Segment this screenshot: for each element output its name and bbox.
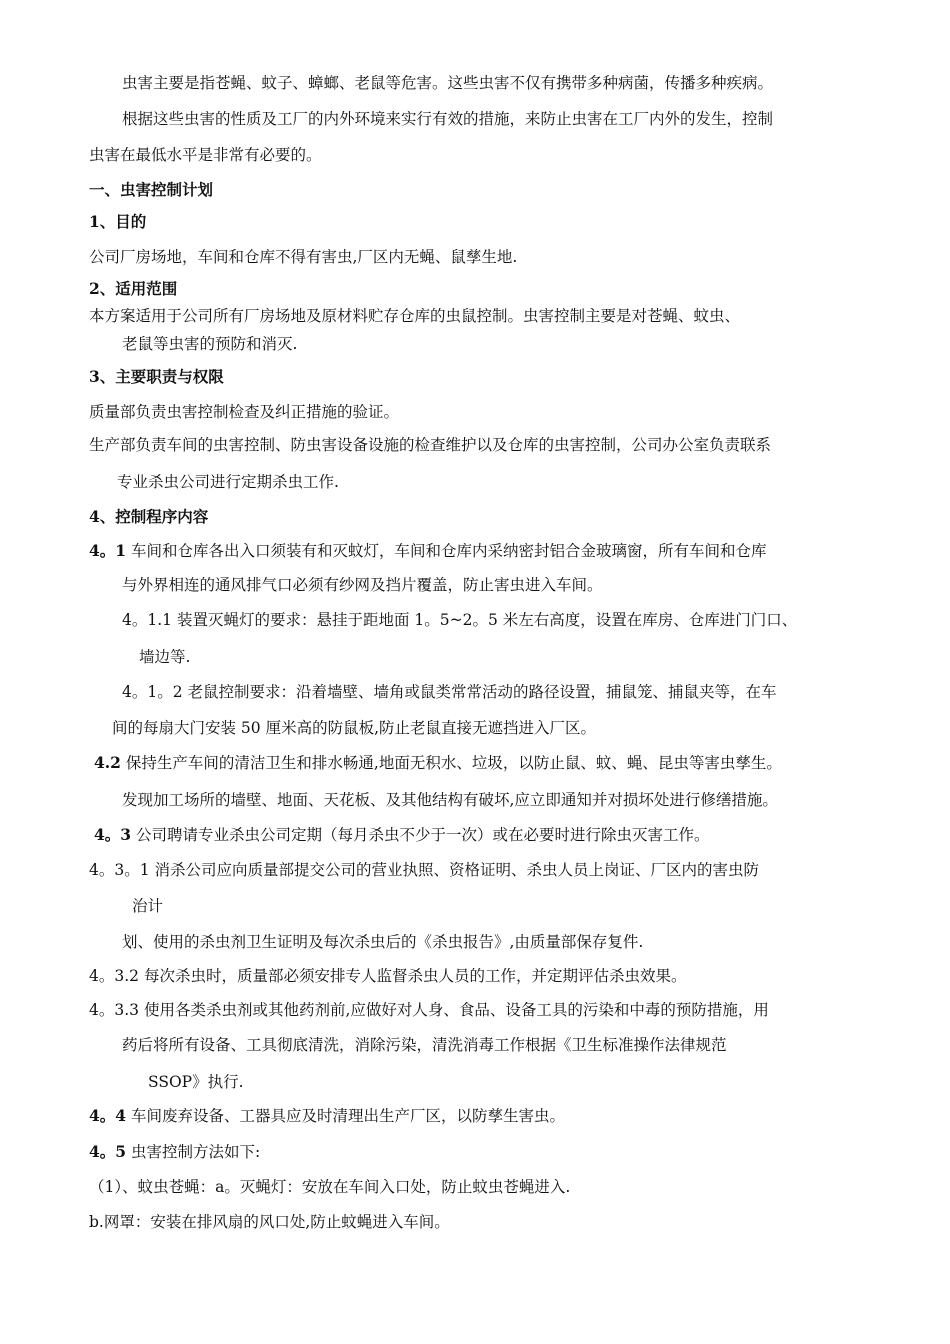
intro-line-1: 虫害主要是指苍蝇、蚊子、蟑螂、老鼠等危害。这些虫害不仅有携带多种病菌，传播多种疾病。: [122, 74, 774, 92]
clause-4-3-3-line-3: SSOP》执行.: [148, 1073, 244, 1091]
duties-line-3: 专业杀虫公司进行定期杀虫工作.: [117, 473, 339, 491]
clause-4-3-1-line-3: 划、使用的杀虫剂卫生证明及每次杀虫后的《杀虫报告》,由质量部保存复件.: [122, 933, 644, 951]
clause-4-3-1-line-2: 治计: [132, 897, 164, 915]
duties-heading: 3、主要职责与权限: [89, 367, 224, 386]
clause-4-1-1-line-1: 4。1.1 装置灭蝇灯的要求：悬挂于距地面 1。5~2。5 米左右高度，设置在库房、仓库进门门口、: [122, 611, 798, 629]
clause-4-3-1-line-1: 4。3。1 消杀公司应向质量部提交公司的营业执照、资格证明、杀虫人员上岗证、厂区内的害虫防: [89, 861, 760, 879]
clause-4-3-3-line-2: 药后将所有设备、工具彻底清洗，消除污染，清洗消毒工作根据《卫生标准操作法律规范: [122, 1036, 727, 1054]
clause-4-1-line-2: 与外界相连的通风排气口必须有纱网及挡片覆盖，防止害虫进入车间。: [122, 576, 603, 594]
clause-4-1-2-line-2: 间的每扇大门安装 50 厘米高的防鼠板,防止老鼠直接无遮挡进入厂区。: [112, 719, 597, 737]
clause-4-1-2-line-1: 4。1。2 老鼠控制要求：沿着墙壁、墙角或鼠类常常活动的路径设置，捕鼠笼、捕鼠夹等，在车: [122, 683, 777, 701]
clause-4-1-line-1: [89, 541, 767, 561]
clause-4-1-text: 车间和仓库各出入口须装有和灭蚊灯，车间和仓库内采纳密封铝合金玻璃窗，所有车间和仓库: [131, 542, 767, 560]
duties-line-1: 质量部负责虫害控制检查及纠正措施的验证。: [89, 403, 400, 421]
clause-4-2-line-2: 发现加工场所的墙壁、地面、天花板、及其他结构有破坏,应立即通知并对损坏处进行修缮措施。: [122, 791, 778, 809]
clause-4-3-line: [94, 825, 710, 845]
clause-4-4-number: 4。4: [89, 1106, 127, 1125]
scope-line-1: 本方案适用于公司所有厂房场地及原材料贮存仓库的虫鼠控制。虫害控制主要是对苍蝇、蚊虫、: [89, 307, 741, 325]
clause-4-2-number: 4.2: [94, 753, 121, 772]
clause-4-3-text: 公司聘请专业杀虫公司定期（每月杀虫不少于一次）或在必要时进行除虫灭害工作。: [136, 826, 710, 844]
clause-4-4-text: 车间废弃设备、工器具应及时清理出生产厂区，以防孳生害虫。: [131, 1107, 566, 1125]
clause-4-4-line: [89, 1106, 565, 1126]
duties-line-2: 生产部负责车间的虫害控制、防虫害设备设施的检查维护以及仓库的虫害控制，公司办公室负责联系: [89, 436, 772, 454]
intro-line-3: 虫害在最低水平是非常有必要的。: [89, 146, 322, 164]
method-1-line: （1）、蚊虫苍蝇：a。灭蝇灯：安放在车间入口处，防止蚊虫苍蝇进入.: [89, 1178, 571, 1196]
procedure-heading: 4、控制程序内容: [89, 507, 209, 526]
purpose-text: 公司厂房场地，车间和仓库不得有害虫,厂区内无蝇、鼠孳生地.: [89, 248, 518, 266]
clause-4-2-text: 保持生产车间的清洁卫生和排水畅通,地面无积水、垃圾，以防止鼠、蚊、蝇、昆虫等害虫孳生。: [125, 754, 782, 772]
clause-4-3-number: 4。3: [94, 825, 132, 844]
section-1-heading: 一、虫害控制计划: [89, 180, 214, 199]
purpose-heading: 1、目的: [89, 212, 147, 231]
clause-4-2-line-1: [94, 753, 782, 773]
clause-4-1-number: 4。1: [89, 541, 127, 560]
clause-4-5-text: 虫害控制方法如下:: [131, 1143, 261, 1161]
method-2-line: b.网罩：安装在排风扇的风口处,防止蚊蝇进入车间。: [89, 1213, 450, 1231]
clause-4-3-2-line: 4。3.2 每次杀虫时，质量部必须安排专人监督杀虫人员的工作，并定期评估杀虫效果。: [89, 967, 687, 985]
clause-4-1-1-line-2: 墙边等.: [139, 648, 191, 666]
clause-4-3-3-line-1: 4。3.3 使用各类杀虫剂或其他药剂前,应做好对人身、食品、设备工具的污染和中毒的预防措施，用: [89, 1001, 769, 1019]
scope-heading: 2、适用范围: [89, 279, 178, 298]
scope-line-2: 老鼠等虫害的预防和消灭.: [122, 335, 298, 353]
clause-4-5-line: [89, 1142, 260, 1162]
clause-4-5-number: 4。5: [89, 1142, 127, 1161]
intro-line-2: 根据这些虫害的性质及工厂的内外环境来实行有效的措施，来防止虫害在工厂内外的发生，控制: [122, 110, 774, 128]
